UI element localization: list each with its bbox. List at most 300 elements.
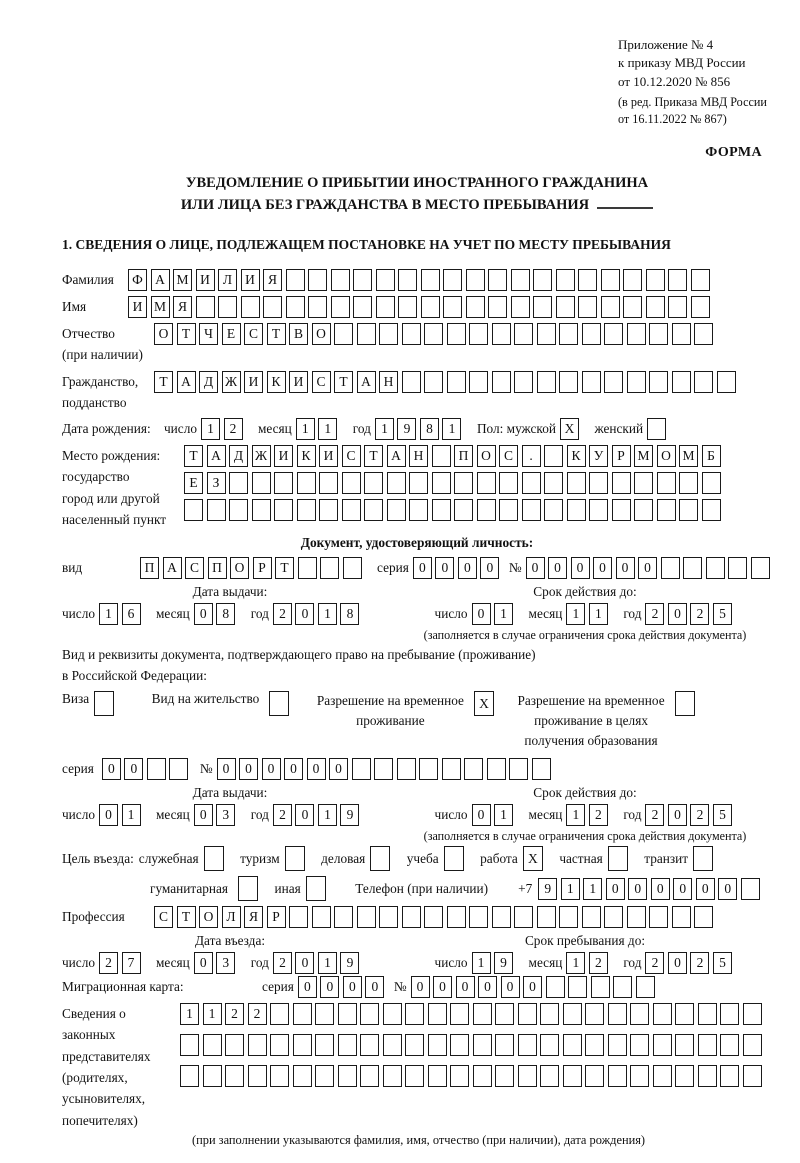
form-cell (522, 499, 541, 521)
form-cell (511, 296, 530, 318)
birthplace-block (62, 445, 772, 530)
form-cell: 0 (638, 557, 657, 579)
temp-residence-edu-checkbox (675, 691, 699, 716)
purpose-row (62, 846, 772, 871)
form-cell (691, 269, 710, 291)
permit-intro-line1: Вид и реквизиты документа, подтверждающего право на пребывание (проживание) (62, 647, 536, 663)
form-cell (289, 906, 308, 928)
form-cell (728, 557, 747, 579)
form-cell (147, 758, 166, 780)
form-cell (360, 1065, 379, 1087)
form-cell (466, 296, 485, 318)
form-cell (589, 472, 608, 494)
series-label: серия (62, 761, 94, 777)
form-cell: 9 (340, 952, 359, 974)
form-cell (308, 269, 327, 291)
form-cell: Д (199, 371, 218, 393)
form-cell: А (387, 445, 406, 467)
visa-checkbox (94, 691, 118, 716)
form-cell: М (151, 296, 170, 318)
form-cell: О (657, 445, 676, 467)
day-label: число (434, 606, 468, 622)
form-cell (364, 472, 383, 494)
temp-residence-label (317, 691, 464, 731)
entry-dates-block (62, 933, 772, 974)
surname-cells (128, 269, 713, 291)
form-cell (488, 269, 507, 291)
representatives-row1 (180, 1003, 765, 1025)
form-title-line2 (62, 194, 772, 217)
form-cell (252, 472, 271, 494)
form-cell: И (241, 269, 260, 291)
form-cell: 9 (538, 878, 557, 900)
form-cell (464, 758, 483, 780)
form-title-line2-text: ИЛИ ЛИЦА БЕЗ ГРАЖДАНСТВА В МЕСТО ПРЕБЫВАНИЯ (180, 197, 590, 214)
form-cell (568, 976, 587, 998)
form-cell: Ж (222, 371, 241, 393)
form-cell: Л (218, 269, 237, 291)
form-cell (608, 1065, 627, 1087)
purpose-transit-checkbox (693, 846, 717, 871)
form-cell: 2 (645, 603, 664, 625)
form-cell (668, 296, 687, 318)
form-cell (442, 758, 461, 780)
form-cell: 9 (494, 952, 513, 974)
form-cell (293, 1003, 312, 1025)
form-cell: К (297, 445, 316, 467)
form-cell: 0 (433, 976, 452, 998)
form-cell: О (230, 557, 249, 579)
stay-month (566, 952, 611, 974)
form-cell (514, 906, 533, 928)
form-cell (473, 1065, 492, 1087)
form-cell: Б (702, 445, 721, 467)
form-cell (533, 296, 552, 318)
form-cell: И (196, 269, 215, 291)
migration-card-row (62, 976, 772, 998)
form-cell (447, 323, 466, 345)
form-cell (693, 846, 713, 871)
form-cell (694, 371, 713, 393)
form-cell: 1 (180, 1003, 199, 1025)
form-cell (477, 499, 496, 521)
form-cell (274, 472, 293, 494)
form-cell (297, 499, 316, 521)
form-cell (563, 1003, 582, 1025)
representatives-block (62, 1003, 772, 1131)
form-cell: 0 (435, 557, 454, 579)
name-label: Имя (62, 299, 87, 315)
form-cell: 2 (589, 804, 608, 826)
permit-number-cells (217, 758, 555, 780)
form-cell (241, 296, 260, 318)
form-cell (672, 371, 691, 393)
form-cell: 5 (713, 804, 732, 826)
form-cell (578, 296, 597, 318)
form-cell (698, 1034, 717, 1056)
phone-label: Телефон (при наличии) (355, 880, 489, 896)
form-cell: 1 (589, 603, 608, 625)
form-cell: 9 (340, 804, 359, 826)
year-label: год (352, 421, 371, 437)
form-cell (544, 472, 563, 494)
day-label: число (164, 421, 197, 437)
form-cell (630, 1034, 649, 1056)
form-cell (634, 472, 653, 494)
form-cell (601, 296, 620, 318)
form-cell: 0 (472, 804, 491, 826)
form-cell (657, 472, 676, 494)
form-cell (537, 371, 556, 393)
form-cell (454, 499, 473, 521)
form-cell (604, 323, 623, 345)
form-cell: 7 (122, 952, 141, 974)
form-cell (203, 1034, 222, 1056)
form-cell: 0 (194, 952, 213, 974)
form-cell (450, 1065, 469, 1087)
form-cell (450, 1034, 469, 1056)
migration-card-label: Миграционная карта: (62, 979, 184, 995)
form-cell: 0 (320, 976, 339, 998)
form-cell (225, 1065, 244, 1087)
form-cell: И (244, 371, 263, 393)
form-cell: 1 (494, 804, 513, 826)
valid-until-title: Срок действия до: (533, 584, 637, 600)
form-cell (397, 758, 416, 780)
purpose-tourism-checkbox (285, 846, 309, 871)
temp-residence-edu-line: получения образования (524, 733, 658, 749)
form-cell: К (267, 371, 286, 393)
form-cell: О (199, 906, 218, 928)
form-cell: 2 (224, 418, 243, 440)
stay-year (645, 952, 735, 974)
form-cell: 5 (713, 952, 732, 974)
form-cell: И (274, 445, 293, 467)
form-cell (567, 499, 586, 521)
form-cell: О (312, 323, 331, 345)
purpose-item-label: туризм (240, 850, 280, 866)
form-cell: 1 (494, 603, 513, 625)
form-cell: 0 (343, 976, 362, 998)
form-cell (298, 557, 317, 579)
form-cell (383, 1034, 402, 1056)
form-cell (477, 472, 496, 494)
form-cell (743, 1034, 762, 1056)
form-cell (647, 418, 666, 440)
form-cell: Р (267, 906, 286, 928)
form-cell (582, 906, 601, 928)
form-cell: И (319, 445, 338, 467)
form-cell (675, 1065, 694, 1087)
form-cell: 1 (318, 804, 337, 826)
form-cell (488, 296, 507, 318)
form-cell: А (151, 269, 170, 291)
form-cell: 2 (645, 804, 664, 826)
form-cell (634, 499, 653, 521)
form-cell (559, 323, 578, 345)
birthplace-label-line: населенный пункт (62, 511, 167, 527)
temp-residence-line: проживание (356, 713, 425, 729)
representatives-label-line: Сведения о (62, 1006, 126, 1022)
form-cell: Ж (252, 445, 271, 467)
form-cell: П (140, 557, 159, 579)
form-cell: К (567, 445, 586, 467)
form-cell (630, 1065, 649, 1087)
form-cell: Е (222, 323, 241, 345)
residence-permit-label: Вид на жительство (151, 691, 260, 707)
form-cell (364, 499, 383, 521)
birth-date-label: Дата рождения: (62, 421, 151, 437)
form-cell (338, 1034, 357, 1056)
form-cell (623, 296, 642, 318)
form-cell (630, 1003, 649, 1025)
form-cell: 0 (616, 557, 635, 579)
form-cell: 0 (99, 804, 118, 826)
form-cell (585, 1065, 604, 1087)
form-cell (248, 1034, 267, 1056)
form-cell (285, 846, 305, 871)
form-cell: 0 (413, 557, 432, 579)
birthplace-row2 (184, 472, 724, 494)
form-cell (653, 1065, 672, 1087)
form-cell (229, 472, 248, 494)
form-cell: 1 (318, 952, 337, 974)
form-cell: 0 (458, 557, 477, 579)
form-cell (608, 846, 628, 871)
form-cell (353, 269, 372, 291)
form-cell (447, 371, 466, 393)
form-cell: З (207, 472, 226, 494)
form-cell (668, 269, 687, 291)
annex-line: к приказу МВД России (618, 55, 746, 71)
permit-issue-day (99, 804, 144, 826)
number-label: № (508, 560, 522, 576)
temp-residence-edu-line: проживание в целях (534, 713, 648, 729)
form-cell (428, 1065, 447, 1087)
form-cell (679, 472, 698, 494)
form-cell: 0 (194, 603, 213, 625)
form-cell (338, 1003, 357, 1025)
form-cell (518, 1065, 537, 1087)
month-label: месяц (156, 606, 190, 622)
form-cell: 0 (239, 758, 258, 780)
migration-series-cells (298, 976, 388, 998)
temp-residence-line: Разрешение на временное (316, 693, 464, 709)
form-cell (720, 1065, 739, 1087)
phone-cells (538, 878, 763, 900)
month-label: месяц (156, 807, 190, 823)
form-cell (387, 472, 406, 494)
doc-kind-label: вид (62, 560, 83, 576)
birthplace-label (62, 445, 184, 530)
purpose-label: Цель въезда: (62, 850, 134, 866)
form-cell (447, 906, 466, 928)
form-cell (274, 499, 293, 521)
form-cell (546, 976, 565, 998)
form-cell: 0 (298, 976, 317, 998)
name-row (62, 296, 772, 318)
form-cell (374, 758, 393, 780)
form-cell: 0 (718, 878, 737, 900)
form-cell: 5 (713, 603, 732, 625)
form-cell (383, 1065, 402, 1087)
form-cell (720, 1034, 739, 1056)
form-cell (331, 296, 350, 318)
form-cell (653, 1003, 672, 1025)
form-cell (675, 691, 695, 716)
patronymic-cells (154, 323, 717, 345)
purpose-item-label: частная (559, 850, 603, 866)
form-cell (353, 296, 372, 318)
representatives-label-line: усыновителях, (62, 1091, 146, 1107)
form-cell (578, 269, 597, 291)
form-cell: И (289, 371, 308, 393)
form-cell (582, 323, 601, 345)
form-cell (94, 691, 114, 716)
form-cell (559, 371, 578, 393)
permit-issue-year (273, 804, 363, 826)
form-cell: 0 (696, 878, 715, 900)
permit-dates-block (62, 785, 772, 844)
form-cell (319, 499, 338, 521)
year-label: год (250, 606, 269, 622)
form-cell (706, 557, 725, 579)
form-cell (432, 472, 451, 494)
form-cell (269, 691, 289, 716)
form-cell: 0 (593, 557, 612, 579)
form-cell (444, 846, 464, 871)
form-cell (315, 1003, 334, 1025)
form-cell (612, 472, 631, 494)
form-cell (402, 371, 421, 393)
citizenship-label-line: Гражданство, (62, 373, 139, 389)
form-cell: 0 (124, 758, 143, 780)
form-cell: 0 (365, 976, 384, 998)
form-cell (270, 1003, 289, 1025)
form-cell: Ф (128, 269, 147, 291)
form-cell (286, 269, 305, 291)
permit-series-row (62, 758, 772, 780)
form-cell: А (177, 371, 196, 393)
form-cell (320, 557, 339, 579)
form-cell: 2 (690, 804, 709, 826)
profession-label: Профессия (62, 909, 125, 925)
form-cell (443, 296, 462, 318)
form-cell: Т (177, 906, 196, 928)
form-cell: 2 (225, 1003, 244, 1025)
form-cell (499, 472, 518, 494)
form-cell (683, 557, 702, 579)
form-cell (466, 269, 485, 291)
form-cell: Т (364, 445, 383, 467)
month-label: месяц (258, 421, 292, 437)
form-cell (360, 1003, 379, 1025)
stay-until-group (398, 933, 772, 974)
form-cell (657, 499, 676, 521)
doc-number-cells (526, 557, 774, 579)
form-cell (180, 1034, 199, 1056)
month-label: месяц (528, 807, 563, 823)
representatives-note: (при заполнении указываются фамилия, имя, отчество (при наличии), дата рождения) (192, 1132, 646, 1147)
purpose-item-label: учеба (406, 850, 439, 866)
form-cell (286, 296, 305, 318)
form-cell (492, 906, 511, 928)
month-label: месяц (528, 606, 563, 622)
doc-valid-group (398, 584, 772, 643)
form-cell (544, 445, 563, 467)
form-cell: 2 (690, 952, 709, 974)
form-cell (469, 323, 488, 345)
form-cell: С (185, 557, 204, 579)
permit-valid-group (398, 785, 772, 844)
form-cell: 0 (478, 976, 497, 998)
form-cell (608, 1003, 627, 1025)
form-cell: 0 (411, 976, 430, 998)
form-cell (649, 906, 668, 928)
form-label: ФОРМА (705, 144, 762, 160)
form-cell: 1 (375, 418, 394, 440)
day-label: число (62, 606, 95, 622)
form-cell (218, 296, 237, 318)
number-label: № (393, 979, 407, 995)
day-label: число (62, 807, 95, 823)
birthplace-row1 (184, 445, 724, 467)
form-cell (627, 323, 646, 345)
form-cell (308, 296, 327, 318)
doc-valid-year (645, 603, 735, 625)
form-cell (398, 296, 417, 318)
entry-year (273, 952, 363, 974)
form-cell (370, 846, 390, 871)
purpose-item-label: деловая (321, 850, 366, 866)
month-label: месяц (528, 955, 563, 971)
day-label: число (62, 955, 95, 971)
form-cell (405, 1003, 424, 1025)
form-cell: 6 (122, 603, 141, 625)
doc-kind-row (62, 557, 772, 579)
form-cell (540, 1034, 559, 1056)
form-cell (509, 758, 528, 780)
edition-line: (в ред. Приказа МВД России (618, 95, 767, 110)
form-cell (653, 1034, 672, 1056)
form-cell (743, 1003, 762, 1025)
representatives-label-line: представителях (62, 1048, 151, 1064)
form-cell (424, 323, 443, 345)
doc-dates-block (62, 584, 772, 643)
form-cell: 2 (273, 804, 292, 826)
form-cell (613, 976, 632, 998)
gender-female-label: женский (594, 421, 644, 437)
form-cell: X (560, 418, 579, 440)
form-cell (342, 472, 361, 494)
form-cell (675, 1003, 694, 1025)
year-label: год (623, 955, 642, 971)
birthplace-cells (184, 445, 724, 526)
surname-row (62, 269, 772, 291)
valid-note: (заполняется в случае ограничения срока действия документа) (423, 829, 747, 844)
form-cell (559, 906, 578, 928)
form-cell (522, 472, 541, 494)
form-cell (646, 296, 665, 318)
doc-issue-year (273, 603, 363, 625)
temp-residence-checkbox (474, 691, 498, 716)
form-cell: 0 (668, 804, 687, 826)
form-cell: Т (267, 323, 286, 345)
doc-issue-day (99, 603, 144, 625)
form-cell (343, 557, 362, 579)
purpose-business-checkbox (370, 846, 394, 871)
form-cell (591, 976, 610, 998)
